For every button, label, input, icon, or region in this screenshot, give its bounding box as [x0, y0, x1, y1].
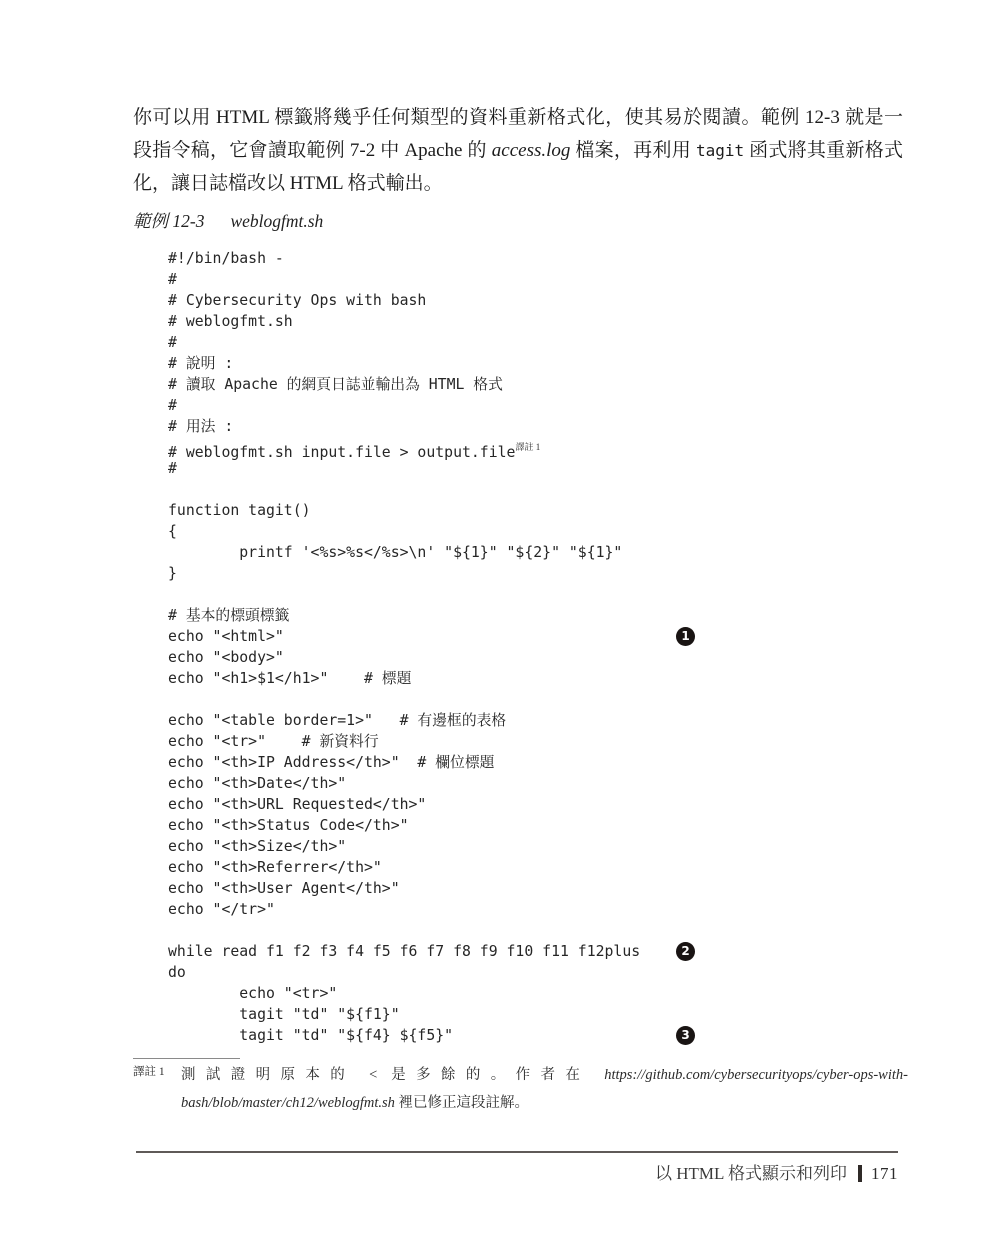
footer-section-title: 以 HTML 格式顯示和列印 [654, 1164, 847, 1183]
code-text: echo "<th>Date</th>" [168, 775, 347, 792]
example-caption-label: 範例 12-3 [133, 211, 205, 231]
code-line [168, 563, 948, 584]
code-text: } [168, 565, 177, 582]
footer-separator-bar [858, 1165, 862, 1182]
code-text: # [168, 460, 177, 477]
code-text: # Cybersecurity Ops with bash [168, 292, 427, 309]
code-line [168, 794, 948, 815]
code-text: echo "<table border=1>" # 有邊框的表格 [168, 712, 507, 729]
code-line [168, 626, 948, 647]
code-text: echo "<tr>" # 新資料行 [168, 733, 379, 750]
code-line [168, 605, 948, 626]
page-footer [133, 1160, 898, 1188]
code-line [168, 269, 948, 290]
code-line [168, 857, 948, 878]
code-line [168, 395, 948, 416]
paragraph-segment: 你可以用 HTML 標籤將幾乎任何類型的資料重新格式化，使其易於閱讀。範例 12-3 就是一段指令稿，它會讀取範例 7-2 中 Apache 的 [133, 107, 903, 161]
footnote-segment: 測試證明原本的 < 是多餘的。作者在 [181, 1067, 605, 1083]
paragraph-segment: 函式將其重新格式化，讓日誌檔改以 HTML 格式輸出。 [133, 140, 903, 194]
paragraph-segment: access.log [491, 140, 571, 161]
example-caption [133, 208, 323, 233]
footer-divider [136, 1151, 898, 1153]
code-line [168, 962, 948, 983]
code-text: # [168, 397, 177, 414]
intro-paragraph [133, 101, 903, 200]
code-line [168, 689, 948, 710]
code-line [168, 542, 948, 563]
translator-note-reference: 譯註 1 [515, 442, 541, 452]
footnote-url: https://github.com/cybersecurityops/cyber-ops-with-bash/blob/master/ch12/weblogfmt.sh [181, 1067, 908, 1111]
code-line [168, 1025, 948, 1046]
code-text: echo "<th>URL Requested</th>" [168, 796, 427, 813]
code-line [168, 878, 948, 899]
footnote-segment: 裡已修正這段註解。 [394, 1095, 529, 1111]
code-line [168, 710, 948, 731]
code-text: echo "<th>Size</th>" [168, 838, 347, 855]
code-line [168, 290, 948, 311]
code-line [168, 521, 948, 542]
code-line [168, 479, 948, 500]
code-line [168, 458, 948, 479]
code-text: tagit "td" "${f4} ${f5}" [168, 1027, 454, 1044]
code-text: # 讀取 Apache 的網頁日誌並輸出為 HTML 格式 [168, 376, 503, 393]
code-line [168, 500, 948, 521]
code-line [168, 920, 948, 941]
code-text: echo "<th>User Agent</th>" [168, 880, 400, 897]
code-line [168, 374, 948, 395]
code-line [168, 731, 948, 752]
code-line [168, 353, 948, 374]
code-text: do [168, 964, 186, 981]
code-line [168, 668, 948, 689]
paragraph-segment: 檔案，再利用 [570, 140, 696, 161]
code-line [168, 752, 948, 773]
code-line [168, 899, 948, 920]
code-text: # weblogfmt.sh [168, 313, 293, 330]
code-text: # 用法 : [168, 418, 234, 435]
code-line [168, 815, 948, 836]
code-line [168, 416, 948, 437]
code-block [168, 248, 948, 1046]
code-text: echo "</tr>" [168, 901, 275, 918]
code-text: echo "<th>Status Code</th>" [168, 817, 409, 834]
code-text: # [168, 334, 177, 351]
callout-badge-2: 2 [676, 942, 695, 961]
code-line [168, 1004, 948, 1025]
code-text: { [168, 523, 177, 540]
code-line [168, 437, 948, 461]
code-line [168, 248, 948, 269]
code-text: echo "<html>" [168, 628, 284, 645]
code-text: # weblogfmt.sh input.file > output.file [168, 444, 516, 461]
footnote-text [181, 1061, 908, 1117]
code-text: echo "<h1>$1</h1>" # 標題 [168, 670, 412, 687]
paragraph-segment: tagit [695, 141, 745, 160]
code-line [168, 941, 948, 962]
code-text: # [168, 271, 177, 288]
code-text: #!/bin/bash - [168, 250, 284, 267]
footer-page-number: 171 [871, 1164, 898, 1183]
code-text: echo "<tr>" [168, 985, 338, 1002]
code-line [168, 311, 948, 332]
code-text: echo "<th>IP Address</th>" # 欄位標題 [168, 754, 495, 771]
code-line [168, 773, 948, 794]
callout-badge-3: 3 [676, 1026, 695, 1045]
code-line [168, 983, 948, 1004]
footnote-divider [133, 1058, 240, 1059]
code-text: echo "<th>Referrer</th>" [168, 859, 382, 876]
code-text: function tagit() [168, 502, 311, 519]
code-text: while read f1 f2 f3 f4 f5 f6 f7 f8 f9 f10 f11 f12plus [168, 943, 641, 960]
example-caption-filename: weblogfmt.sh [230, 211, 324, 231]
code-line [168, 584, 948, 605]
code-line [168, 836, 948, 857]
code-text: # 說明 : [168, 355, 234, 372]
code-line [168, 647, 948, 668]
code-text: # 基本的標頭標籤 [168, 607, 290, 624]
footnote [133, 1058, 908, 1117]
code-text: echo "<body>" [168, 649, 284, 666]
callout-badge-1: 1 [676, 627, 695, 646]
code-text: printf '<%s>%s</%s>\n' "${1}" "${2}" "${1}" [168, 544, 623, 561]
code-line [168, 332, 948, 353]
footnote-label: 譯註 1 [133, 1066, 165, 1078]
code-text: tagit "td" "${f1}" [168, 1006, 400, 1023]
